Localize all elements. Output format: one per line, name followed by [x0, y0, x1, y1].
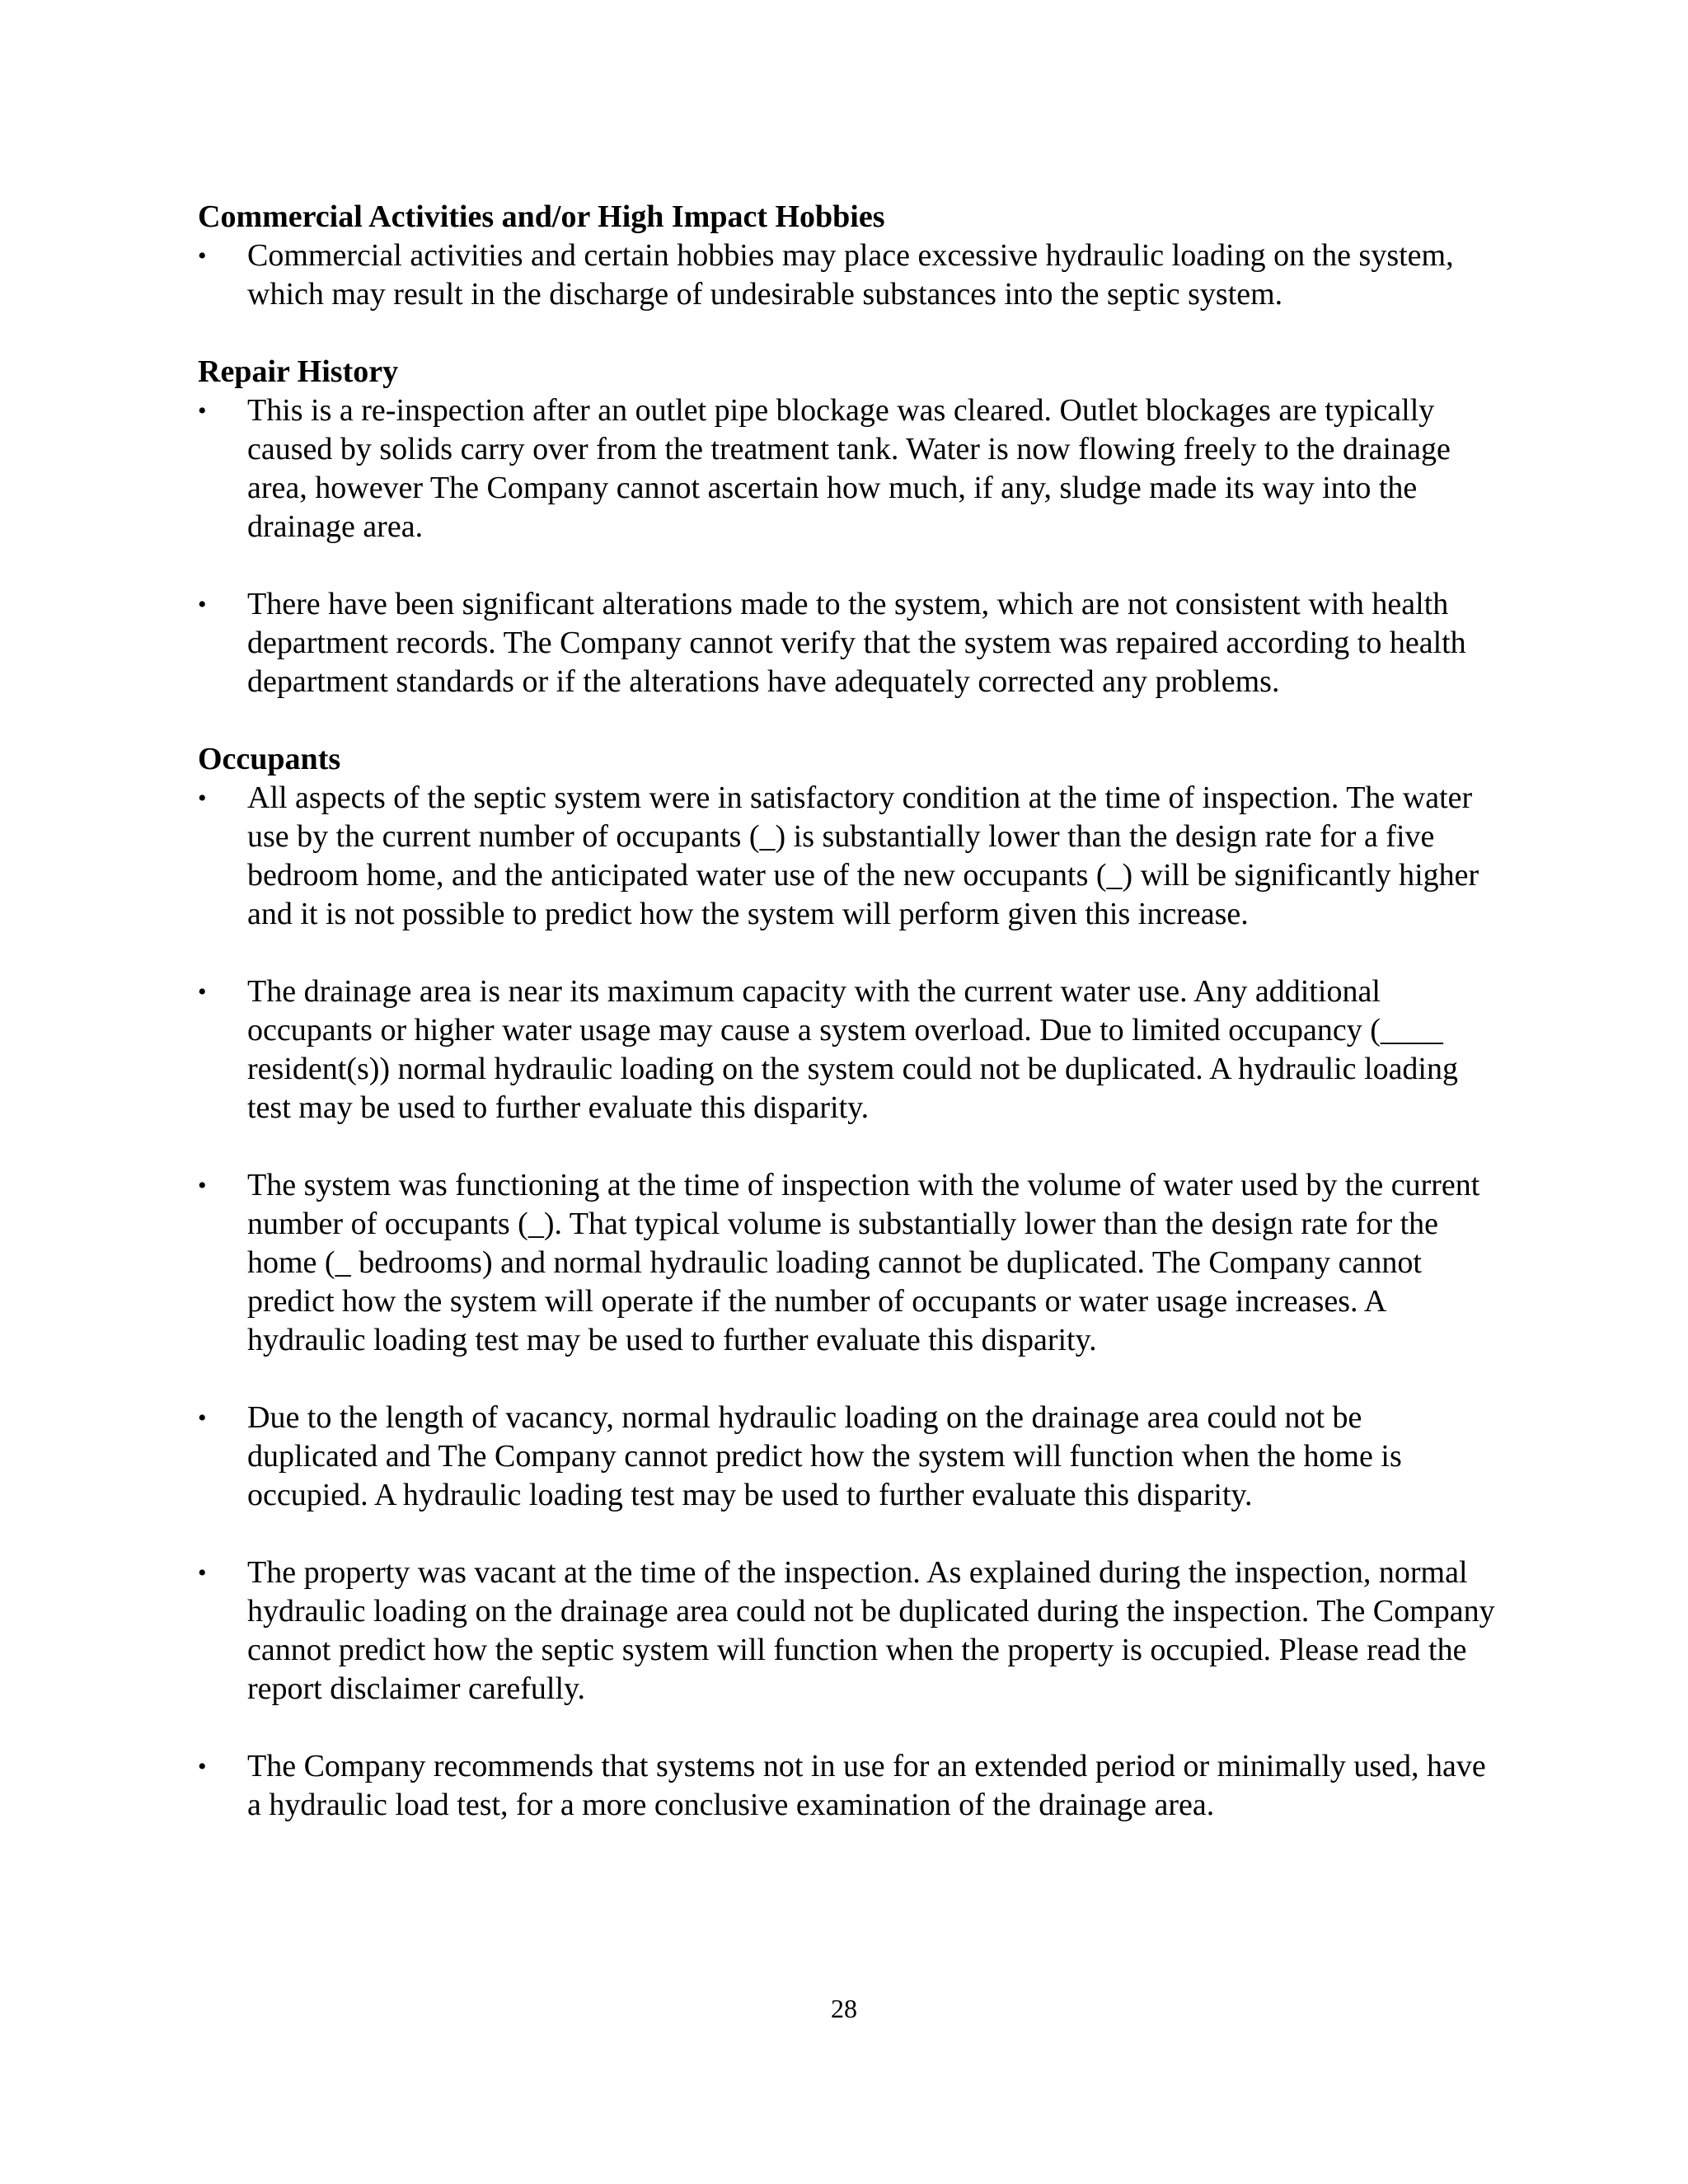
bullet-icon: • — [198, 1172, 207, 1199]
bullet-icon: • — [198, 591, 207, 618]
section-commercial-activities — [198, 198, 1500, 314]
page-number: 28 — [831, 1994, 857, 2023]
bullet-text: The system was functioning at the time of inspection with the volume of water used by the current number of occupants (_). That typical volume is substantially lower than the design rate for the home (_ bedrooms) and normal hydraulic loading cannot be duplicated. The Company cannot predict how the system will operate if the number of occupants or water usage increases. A hydraulic loading test may be used to further evaluate this disparity. — [247, 1168, 1480, 1357]
bullet-item — [198, 1554, 1500, 1708]
bullet-icon: • — [198, 978, 207, 1005]
section-heading: Commercial Activities and/or High Impact Hobbies — [198, 199, 885, 234]
section-heading: Occupants — [198, 742, 341, 776]
section-repair-history — [198, 353, 1500, 701]
bullet-icon: • — [198, 397, 207, 424]
bullet-item — [198, 1399, 1500, 1515]
bullet-list — [198, 237, 1500, 314]
bullet-text: This is a re-inspection after an outlet pipe blockage was cleared. Outlet blockages are typically caused by solids carry over from the treatment tank. Water is now flowing freely to the drainage area, however The Company cannot ascertain how much, if any, sludge made its way into the drainage area. — [247, 393, 1451, 544]
bullet-text: The Company recommends that systems not in use for an extended period or minimally used, have a hydraulic load test, for a more conclusive examination of the drainage area. — [247, 1749, 1486, 1822]
bullet-text: Commercial activities and certain hobbies may place excessive hydraulic loading on the system, which may result in the discharge of undesirable substances into the septic system. — [247, 238, 1454, 312]
bullet-item — [198, 391, 1500, 546]
bullet-icon: • — [198, 785, 207, 812]
bullet-list — [198, 391, 1500, 701]
bullet-item — [198, 237, 1500, 314]
bullet-list — [198, 779, 1500, 1825]
section-occupants — [198, 740, 1500, 1825]
bullet-text: All aspects of the septic system were in satisfactory condition at the time of inspection. The water use by the current number of occupants (_) is substantially lower than the design rate for a five bedroom home, and the anticipated water use of the new occupants (_) will be significantly higher and it is not possible to predict how the system will perform given this increase. — [247, 780, 1479, 931]
bullet-item — [198, 972, 1500, 1127]
bullet-item — [198, 585, 1500, 701]
bullet-text: Due to the length of vacancy, normal hydraulic loading on the drainage area could not be duplicated and The Company cannot predict how the system will function when the home is occupied. A hydraulic loading test may be used to further evaluate this disparity. — [247, 1400, 1402, 1512]
bullet-icon: • — [198, 1559, 207, 1586]
section-heading: Repair History — [198, 354, 399, 389]
bullet-text: There have been significant alterations made to the system, which are not consistent with health department records. The Company cannot verify that the system was repaired according to health department standards or if the alterations have adequately corrected any problems. — [247, 587, 1466, 699]
bullet-text: The property was vacant at the time of the inspection. As explained during the inspection, normal hydraulic loading on the drainage area could not be duplicated during the inspection. The Company cannot predict how the septic system will function when the property is occupied. Please read the report disclaimer carefully. — [247, 1555, 1495, 1706]
bullet-icon: • — [198, 1753, 207, 1780]
document-page — [198, 198, 1500, 1863]
bullet-icon: • — [198, 242, 207, 269]
bullet-item — [198, 779, 1500, 934]
bullet-text: The drainage area is near its maximum capacity with the current water use. Any additional occupants or higher water usage may cause a system overload. Due to limited occupancy (____ resident(s)) normal hydraulic loading on the system could not be duplicated. A hydraulic loading test may be used to further evaluate this disparity. — [247, 974, 1458, 1125]
bullet-item — [198, 1747, 1500, 1825]
bullet-icon: • — [198, 1404, 207, 1432]
bullet-item — [198, 1166, 1500, 1360]
